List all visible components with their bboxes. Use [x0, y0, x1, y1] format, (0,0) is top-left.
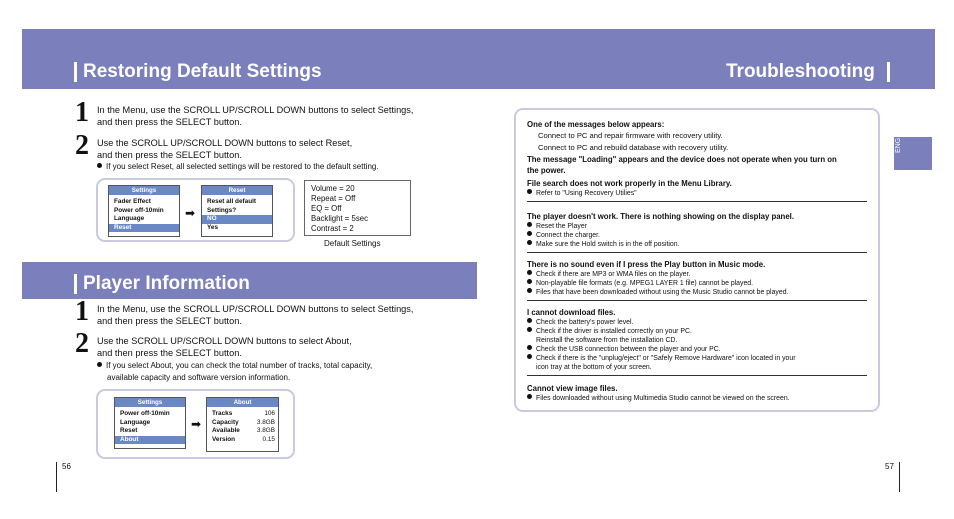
bullet-text: Check if the driver is installed correctly on your PC.	[536, 328, 692, 335]
menu-item: Reset	[120, 427, 138, 434]
troubleshooting-box	[514, 108, 880, 412]
bullet-text: Check the battery's power level.	[536, 319, 634, 326]
trouble-bullet	[527, 327, 869, 336]
bullet-icon	[527, 270, 532, 275]
step-line: Use the SCROLL UP/SCROLL DOWN buttons to select About,	[97, 336, 352, 346]
bullet-icon	[527, 240, 532, 245]
trouble-bullet	[527, 222, 869, 231]
bullet-text: Check the USB connection between the player and your PC.	[536, 346, 721, 353]
trouble-item: Connect to PC and rebuild database with recovery utility.	[538, 143, 729, 152]
screen-header: Reset	[202, 186, 272, 195]
trouble-question: The player doesn't work. There is nothing showing on the display panel.	[527, 212, 794, 221]
trouble-bullet	[527, 240, 869, 249]
bullet-text: Files that have been downloaded without using the Music Studio cannot be played.	[536, 289, 789, 296]
about-label: Version	[212, 435, 236, 443]
screen-header: About	[207, 398, 278, 407]
page-number-right: 57	[885, 462, 894, 471]
step-line: and then press the SELECT button.	[97, 348, 242, 358]
trouble-section	[527, 211, 869, 253]
menu-item: Fader Effect	[114, 198, 151, 205]
divider	[527, 375, 867, 376]
step-number: 1	[75, 296, 89, 327]
trouble-section	[527, 383, 869, 403]
default-settings-caption: Default Settings	[324, 239, 381, 248]
reset-screen	[201, 185, 273, 237]
step-line: and then press the SELECT button.	[97, 117, 242, 127]
title-bar-mark	[74, 274, 77, 294]
about-value: 106	[264, 410, 275, 417]
menu-item: Language	[120, 418, 151, 426]
page-number-left: 56	[62, 462, 71, 471]
page-margin-line	[56, 462, 57, 492]
bullet-icon	[527, 231, 532, 236]
menu-item-selected: Reset	[109, 224, 179, 233]
default-setting: Volume = 20	[311, 184, 355, 193]
trouble-bullet	[527, 318, 869, 327]
trouble-question: File search does not work properly in the Menu Library.	[527, 179, 732, 188]
trouble-question: the power.	[527, 166, 566, 175]
bullet-icon	[527, 345, 532, 350]
bullet-text-cont: Reinstall the software from the installation CD.	[536, 337, 678, 344]
page-margin-line	[899, 462, 900, 492]
settings-screen	[108, 185, 180, 237]
default-setting: Backlight = 5sec	[311, 214, 368, 223]
trouble-bullet	[527, 288, 869, 297]
restoring-title: Restoring Default Settings	[83, 61, 322, 82]
default-setting: Repeat = Off	[311, 194, 356, 203]
bullet-icon	[527, 189, 532, 194]
bullet-text: Check if there are MP3 or WMA files on the player.	[536, 271, 691, 278]
bullet-icon	[527, 327, 532, 332]
about-label: Capacity	[212, 418, 239, 426]
option: Yes	[207, 223, 219, 231]
arrow-right-icon: ➡	[185, 206, 196, 220]
bullet-text: Reset the Player	[536, 223, 587, 230]
trouble-bullet	[527, 394, 869, 403]
bullet-text: Refer to "Using Recovery Utilies"	[536, 190, 637, 197]
option-selected: NO	[202, 215, 272, 224]
step-text	[97, 303, 413, 327]
trouble-bullet	[527, 345, 869, 354]
trouble-section	[527, 307, 869, 376]
bullet-icon	[527, 318, 532, 323]
menu-item: Language	[114, 215, 145, 222]
trouble-bullet	[527, 189, 869, 198]
step-line: In the Menu, use the SCROLL UP/SCROLL DOWN buttons to select Settings,	[97, 304, 414, 314]
note-text: If you select About, you can check the total number of tracks, total capacity,	[106, 361, 373, 370]
bullet-icon	[527, 222, 532, 227]
title-bar-mark	[74, 62, 77, 82]
bullet-text: Check if there is the "unplug/eject" or "Safely Remove Hardware" icon located in your	[536, 355, 796, 362]
step-line: and then press the SELECT button.	[97, 150, 242, 160]
bullet-icon	[527, 279, 532, 284]
divider	[527, 201, 867, 202]
screen-header: Settings	[115, 398, 185, 407]
language-tab-label: ENG	[895, 137, 902, 153]
about-value: 3.8GB	[256, 418, 275, 426]
about-label: Available	[212, 427, 240, 434]
bullet-icon	[527, 354, 532, 359]
player-info-title: Player Information	[83, 273, 250, 294]
default-setting: Contrast = 2	[311, 224, 354, 233]
trouble-bullet	[527, 354, 869, 363]
screen-header: Settings	[109, 186, 179, 195]
bullet-text-cont: icon tray at the bottom of your screen.	[536, 364, 652, 371]
step-line: and then press the SELECT button.	[97, 316, 242, 326]
step-line: Use the SCROLL UP/SCROLL DOWN buttons to select Reset,	[97, 138, 353, 148]
menu-item: Power off-10min	[120, 410, 170, 417]
trouble-section	[527, 119, 869, 202]
bullet-text: Non-playable file formats (e.g. MPEG1 LAYER 1 file) cannot be played.	[536, 280, 754, 287]
step-number: 2	[75, 130, 89, 161]
about-screen	[206, 397, 279, 452]
note-text: If you select Reset, all selected settings will be restored to the default setting.	[106, 162, 379, 171]
trouble-question: The message "Loading" appears and the device does not operate when you turn on	[527, 155, 837, 164]
bullet-text: Files downloaded without using Multimedia Studio cannot be viewed on the screen.	[536, 395, 790, 402]
divider	[527, 252, 867, 253]
dialog-text: Reset all default	[207, 198, 257, 205]
step-text	[97, 104, 413, 128]
step-text	[97, 137, 352, 161]
step-number: 1	[75, 97, 89, 128]
divider	[527, 300, 867, 301]
trouble-item: Connect to PC and repair firmware with recovery utility.	[538, 131, 723, 140]
trouble-section	[527, 259, 869, 301]
menu-item-selected: About	[115, 436, 185, 445]
trouble-question: One of the messages below appears:	[527, 120, 665, 129]
step-number: 2	[75, 328, 89, 359]
troubleshooting-title: Troubleshooting	[726, 61, 875, 82]
note-text: available capacity and software version information.	[107, 373, 291, 382]
trouble-question: I cannot download files.	[527, 308, 616, 317]
trouble-bullet	[527, 279, 869, 288]
menu-item: Power off-10min	[114, 206, 164, 214]
bullet-icon	[97, 362, 102, 367]
note	[97, 360, 372, 384]
bullet-icon	[527, 394, 532, 399]
arrow-right-icon: ➡	[191, 417, 202, 431]
dialog-text: Settings?	[207, 206, 237, 214]
trouble-question: There is no sound even if I press the Play button in Music mode.	[527, 260, 766, 269]
title-bar-mark	[887, 62, 890, 82]
about-label: Tracks	[212, 410, 233, 417]
bullet-text: Make sure the Hold switch is in the off position.	[536, 241, 680, 248]
bullet-icon	[97, 163, 102, 168]
bullet-icon	[527, 288, 532, 293]
step-text	[97, 335, 352, 359]
settings-screen	[114, 397, 186, 449]
step-line: In the Menu, use the SCROLL UP/SCROLL DOWN buttons to select Settings,	[97, 105, 414, 115]
trouble-bullet	[527, 231, 869, 240]
trouble-question: Cannot view image files.	[527, 384, 618, 393]
about-value: 0.15	[262, 435, 275, 443]
about-value: 3.8GB	[256, 427, 275, 434]
language-tab	[894, 137, 932, 170]
bullet-text: Connect the charger.	[536, 232, 600, 239]
default-setting: EQ = Off	[311, 204, 342, 213]
note	[97, 161, 379, 173]
trouble-bullet	[527, 270, 869, 279]
default-settings-box	[304, 180, 411, 236]
